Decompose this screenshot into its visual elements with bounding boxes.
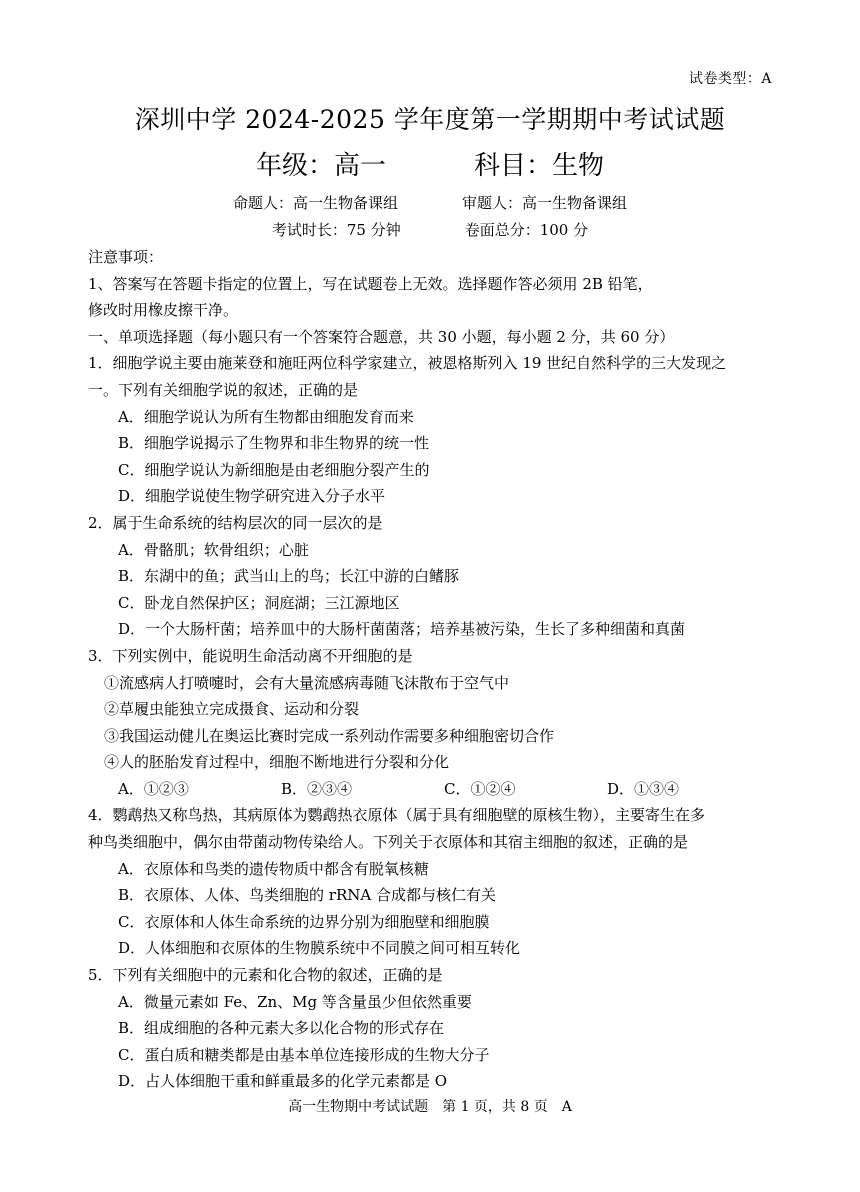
q1-option-b: B．细胞学说揭示了生物界和非生物界的统一性 [118, 434, 430, 453]
authors-line [0, 192, 860, 213]
q5-option-b: B．组成细胞的各种元素大多以化合物的形式存在 [118, 1019, 445, 1038]
paper-type-label: 试卷类型：A [688, 71, 772, 87]
q1-stem-line-1: 1．细胞学说主要由施莱登和施旺两位科学家建立，被恩格斯列入 19 世纪自然科学的三大发现之 [88, 354, 727, 373]
q3-stem: 3．下列实例中，能说明生命活动离不开细胞的是 [88, 646, 413, 665]
grade-subject-line [0, 145, 860, 182]
subject-label: 科目：生物 [474, 151, 605, 181]
q3-statement-3: ③我国运动健儿在奥运比赛时完成一系列动作需要多种细胞密切合作 [104, 726, 555, 745]
q5-option-d: D．占人体细胞干重和鲜重最多的化学元素都是 O [118, 1072, 448, 1091]
note-item-1-line-1: 1、答案写在答题卡指定的位置上，写在试题卷上无效。选择题作答必须用 2B 铅笔， [88, 274, 653, 293]
q4-stem-line-2: 种鸟类细胞中，偶尔由带菌动物传染给人。下列关于衣原体和其宿主细胞的叙述，正确的是 [88, 833, 689, 852]
total-score-label: 卷面总分：100 分 [464, 221, 589, 239]
q1-option-c: C．细胞学说认为新细胞是由老细胞分裂产生的 [118, 460, 430, 479]
q3-option-d: D．①③④ [607, 779, 680, 798]
q1-option-a: A．细胞学说认为所有生物都由细胞发育而来 [118, 407, 414, 426]
q2-stem: 2．属于生命系统的结构层次的同一层次的是 [88, 513, 383, 532]
q5-option-a: A．微量元素如 Fe、Zn、Mg 等含量虽少但依然重要 [118, 992, 472, 1011]
q4-stem-line-1: 4．鹦鹉热又称鸟热，其病原体为鹦鹉热衣原体（属于具有细胞壁的原核生物），主要寄生在多 [88, 806, 706, 825]
q3-option-a: A．①②③ [118, 779, 189, 798]
q2-option-a: A．骨骼肌；软骨组织；心脏 [118, 540, 309, 559]
exam-info-line [0, 219, 860, 240]
q2-option-c: C．卧龙自然保护区；洞庭湖；三江源地区 [118, 593, 400, 612]
q3-statement-4: ④人的胚胎发育过程中，细胞不断地进行分裂和分化 [104, 753, 450, 772]
q2-option-d: D．一个大肠杆菌；培养皿中的大肠杆菌菌落；培养基被污染，生长了多种细菌和真菌 [118, 620, 686, 639]
q4-option-d: D．人体细胞和衣原体的生物膜系统中不同膜之间可相互转化 [118, 939, 521, 958]
duration-label: 考试时长：75 分钟 [271, 221, 401, 239]
q3-statement-1: ①流感病人打喷嚏时，会有大量流感病毒随飞沫散布于空气中 [104, 673, 510, 692]
q4-option-b: B．衣原体、人体、鸟类细胞的 rRNA 合成都与核仁有关 [118, 886, 496, 905]
q4-option-a: A．衣原体和鸟类的遗传物质中都含有脱氧核糖 [118, 859, 429, 878]
q1-stem-line-2: 一。下列有关细胞学说的叙述，正确的是 [88, 380, 359, 399]
q3-options-row [88, 776, 788, 803]
notes-heading: 注意事项： [88, 248, 164, 266]
page-footer: 高一生物期中考试试题 第 1 页，共 8 页 A [288, 1099, 572, 1115]
q5-stem: 5．下列有关细胞中的元素和化合物的叙述，正确的是 [88, 966, 443, 985]
q3-statement-2: ②草履虫能独立完成摄食、运动和分裂 [104, 700, 360, 719]
setter-label: 命题人：高一生物备课组 [232, 194, 398, 212]
reviewer-label: 审题人：高一生物备课组 [462, 194, 628, 212]
q3-option-c: C．①②④ [444, 779, 516, 798]
section-heading: 一、单项选择题（每小题只有一个答案符合题意，共 30 小题，每小题 2 分，共 60 分） [88, 327, 675, 346]
grade-label: 年级：高一 [255, 151, 386, 181]
q1-option-d: D．细胞学说使生物学研究进入分子水平 [118, 487, 386, 506]
exam-body [88, 244, 788, 1095]
note-item-1-line-2: 修改时用橡皮擦干净。 [88, 301, 239, 320]
q3-option-b: B．②③④ [281, 779, 353, 798]
page-title: 深圳中学 2024-2025 学年度第一学期期中考试试题 [134, 105, 726, 134]
q5-option-c: C．蛋白质和糖类都是由基本单位连接形成的生物大分子 [118, 1045, 490, 1064]
q4-option-c: C．衣原体和人体生命系统的边界分别为细胞壁和细胞膜 [118, 912, 490, 931]
q2-option-b: B．东湖中的鱼；武当山上的鸟；长江中游的白鳍豚 [118, 567, 460, 586]
